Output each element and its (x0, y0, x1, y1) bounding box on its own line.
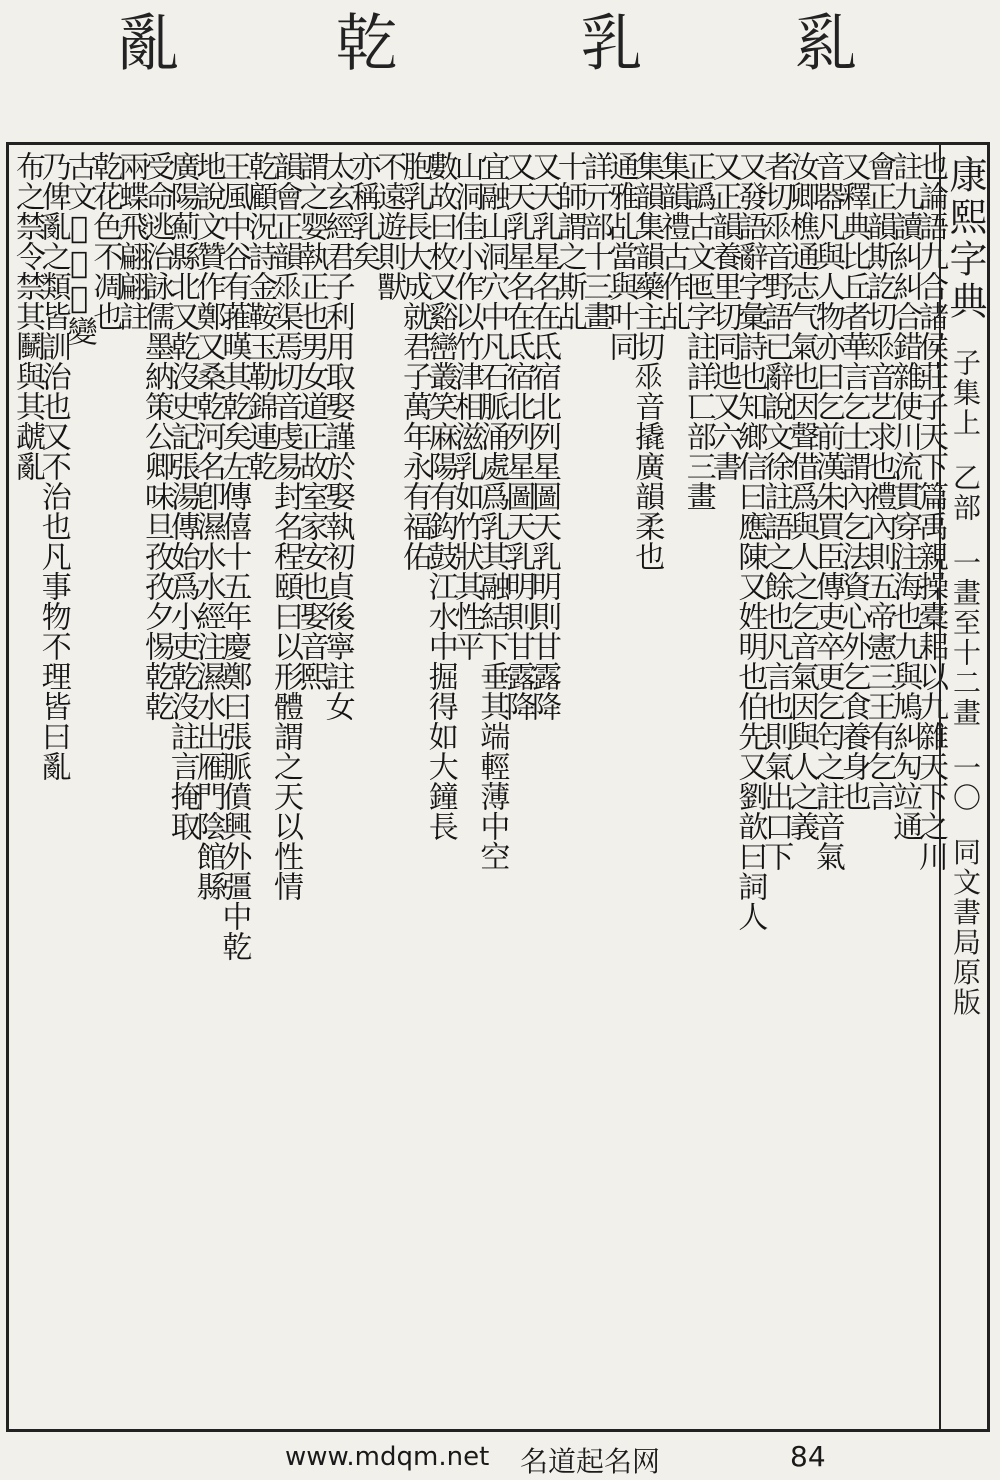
text-column: 胞乳長大成就君子萬年永有福佑 (397, 151, 432, 571)
publisher-name: 同文書局原版 (949, 837, 982, 1018)
text-column: 乾顧況詩金鞍玉勒錦連乾 (242, 151, 278, 481)
text-column: 又天乳星名在氐宿北列星圖天乳明則甘露降 (526, 151, 561, 721)
page-index: 一〇 (949, 752, 982, 813)
text-column: 謂之婴執正也男女道正故室家安也娶音熙 (293, 151, 329, 691)
text-column: 十師謂之斯乩 (551, 151, 587, 331)
dictionary-page-frame (6, 142, 990, 1432)
seal-script-header (0, 0, 1000, 140)
text-column: 又天乳星名在氐宿北列星圖天乳明則甘露降 (500, 151, 536, 721)
text-column: 者切𠂹音野語已辭說文徐註語之餘也凡言也則氣出口下 (758, 151, 794, 871)
faint-seal-glyph (0, 10, 56, 28)
text-column: 亦稱乳矣 (345, 151, 381, 271)
website-name: 名道起名网 (520, 1445, 661, 1478)
text-column: 宜融山洞穴中凡石脈涌處爲乳其融結下垂其端輕薄中空 (474, 151, 510, 871)
text-column: 通雅乩當與叶同 (603, 151, 639, 361)
text-column: 受命逃治詠儒墨納策公卿味旦孜孜夕惕乾乾 (139, 151, 174, 721)
text-column: 布之禁令禁其鬭與其虣亂 (10, 151, 45, 481)
text-column: 詳亓部十三畫 (577, 151, 613, 331)
text-column: 正譌古文匜字註詳匸部三畫 (680, 151, 716, 511)
page-number: 84 (790, 1440, 826, 1473)
text-column: 註九讀糾糾合錯雜使川流貫穿注海也九與鳩糾勼竝通 (887, 151, 923, 841)
seal-glyph: 乾 (325, 10, 398, 72)
text-column: 古文𠞔𠞔𠞔變 (61, 151, 97, 346)
text-column: 又釋典比丘者華言乞士謂內乞法資心外乞食養身也 (835, 151, 871, 811)
watermark-footer (0, 1436, 1000, 1480)
dictionary-text-columns (9, 145, 948, 1429)
website-url: www.mdqm.net (285, 1442, 490, 1472)
text-column: 汝卿樵通志气氣也因聲借爲與人之乞音氣因與人之義 (784, 151, 819, 841)
text-column: 也論語九合諸侯莊子天下篇禹親操橐耜以九雜天下之川 (913, 151, 948, 871)
text-column: 韻會正韻𠂹渠焉切音虔易封名程頤曰以形體謂之天以性情 (268, 151, 303, 901)
text-column: 音器凡與人物亦曰乞前漢朱買臣傳吏卒更乞匄之註音氣 (809, 151, 845, 871)
text-column: 數故曰枚又谿巒叢笑麻陽有鈎鼓江水中掘得如大鐘長 (422, 151, 458, 841)
text-column: 兩蝶飛翩翩註 (113, 151, 149, 331)
text-column: 乃俾亂之類皆訓治也又不治也凡事物不理皆曰亂 (35, 151, 71, 781)
text-column: 乾花色不凋也 (87, 151, 123, 331)
seal-glyph: 亂 (107, 10, 180, 72)
faint-seal-glyph (470, 10, 526, 28)
page-header-column (939, 145, 987, 1429)
stroke-range: 一畫至十二畫 (949, 547, 982, 728)
radical-name: 乙部 (949, 462, 982, 523)
text-column: 又發語辭字彙詩也知鄉信曰應陳又姓明也伯先又劉歆曰詞人 (732, 151, 768, 931)
book-title: 康熙字典 (943, 155, 987, 323)
seal-glyph: 乳 (570, 10, 643, 72)
text-column: 王風中谷有蓷暵其乾矣左傳僖十五年慶鄭曰張脈僨興外彊中乾 (216, 151, 252, 961)
text-column: 山洞佳小作以竹津相滋乳如竹狀其性平 (448, 151, 484, 661)
text-column: 廣陽薊縣北又乾沒史記張湯傳始爲小吏乾沒註言掩取 (164, 151, 200, 841)
text-column: 又正韻養里切同迆又六書 (706, 151, 742, 481)
text-column: 地說文贊作鄭又桑乾河名卽濕水水經注濕水出雁門陰館縣 (190, 151, 226, 901)
text-column: 太玄經君子利用取娶謹於娶執初貞後寧註女 (319, 151, 355, 721)
text-column: 集韻禮古作乩 (655, 151, 690, 331)
seal-glyph: 乿 (785, 10, 858, 72)
text-column: 集韻集韻藥主切𠂹音撬廣韻柔也 (629, 151, 665, 571)
text-column: 不遠遊則獸 (371, 151, 407, 301)
text-column: 會正韻斯訖切𠂹音艺求也禮內則五帝憲三王有乞言 (861, 151, 897, 811)
section-name: 子集上 (949, 347, 982, 438)
